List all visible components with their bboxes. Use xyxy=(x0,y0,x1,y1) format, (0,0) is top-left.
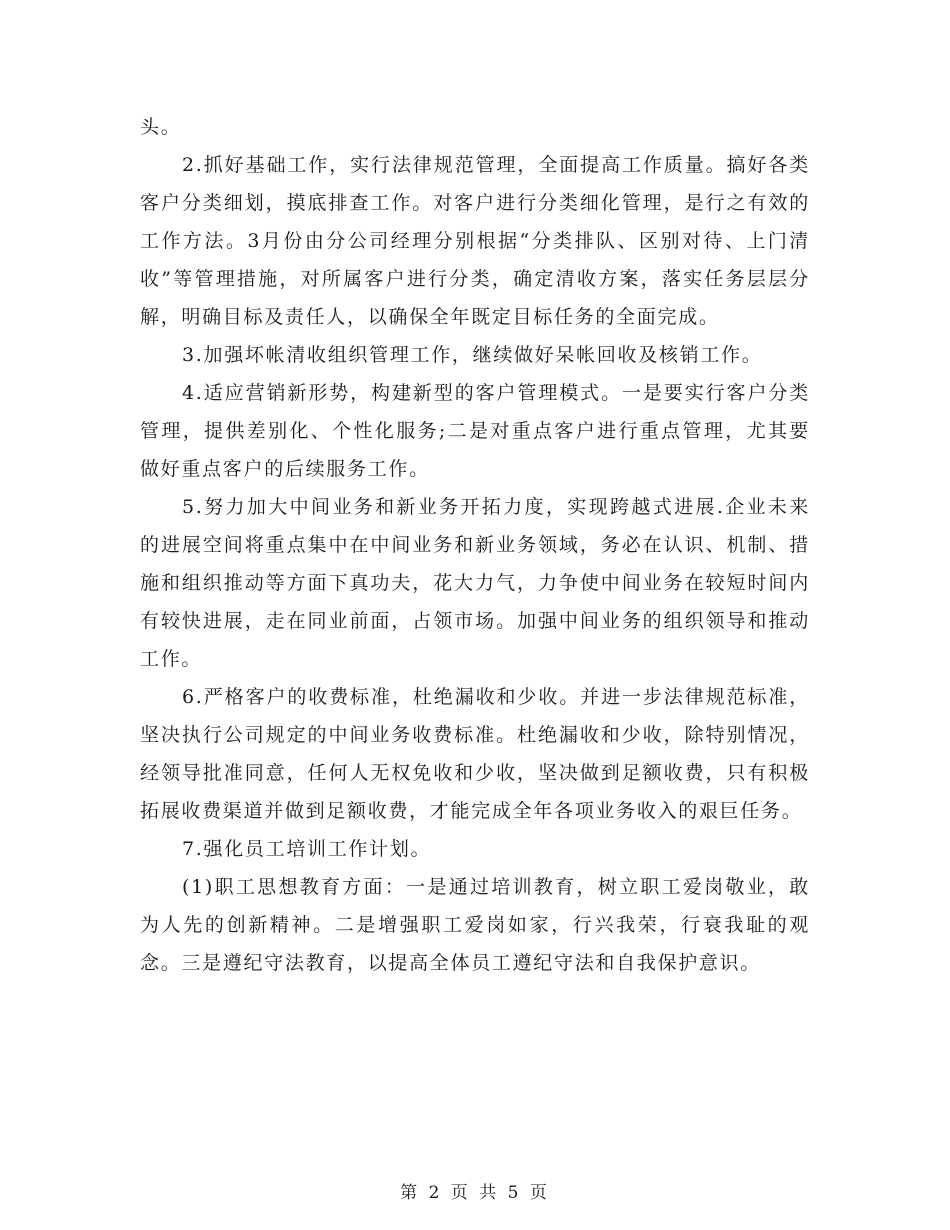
paragraph-item-5: 5.努力加大中间业务和新业务开拓力度，实现跨越式进展.企业未来的进展空间将重点集中在中间业务和新业务领域，务必在认识、机制、措施和组织推动等方面下真功夫，花大力气，力争使中间业务在较短时间内有较快进展，走在同业前面，占领市场。加强中间业务的组织领导和推动工作。 xyxy=(140,496,810,670)
paragraph-item-3: 3.加强坏帐清收组织管理工作，继续做好呆帐回收及核销工作。 xyxy=(182,344,763,366)
paragraph-item-7-1: (1)职工思想教育方面：一是通过培训教育，树立职工爱岗敬业，敢为人先的创新精神。二是增强职工爱岗如家，行兴我荣，行衰我耻的观念。三是遵纪守法教育，以提高全体员工遵纪守法和自我保护意识。 xyxy=(140,876,810,974)
paragraph-item-6: 6.严格客户的收费标准，杜绝漏收和少收。并进一步法律规范标准，坚决执行公司规定的中间业务收费标准。杜绝漏收和少收，除特别情况，经领导批准同意，任何人无权免收和少收，坚决做到足额收费，只有积极拓展收费渠道并做到足额收费，才能完成全年各项业务收入的艰巨任务。 xyxy=(140,686,810,822)
page-number-footer: 第 2 页 共 5 页 xyxy=(400,1183,550,1203)
paragraph-continuation: 头。 xyxy=(140,116,182,138)
paragraph-item-4: 4.适应营销新形势，构建新型的客户管理模式。一是要实行客户分类管理，提供差别化、个性化服务;二是对重点客户进行重点管理，尤其要做好重点客户的后续服务工作。 xyxy=(140,382,810,480)
paragraph-item-7: 7.强化员工培训工作计划。 xyxy=(182,838,432,860)
document-body xyxy=(140,108,810,982)
paragraph-item-2: 2.抓好基础工作，实行法律规范管理，全面提高工作质量。搞好各类客户分类细划，摸底排查工作。对客户进行分类细化管理，是行之有效的工作方法。3月份由分公司经理分别根据“分类排队、区别对待、上门清收”等管理措施，对所属客户进行分类，确定清收方案，落实任务层层分解，明确目标及责任人，以确保全年既定目标任务的全面完成。 xyxy=(140,154,810,328)
